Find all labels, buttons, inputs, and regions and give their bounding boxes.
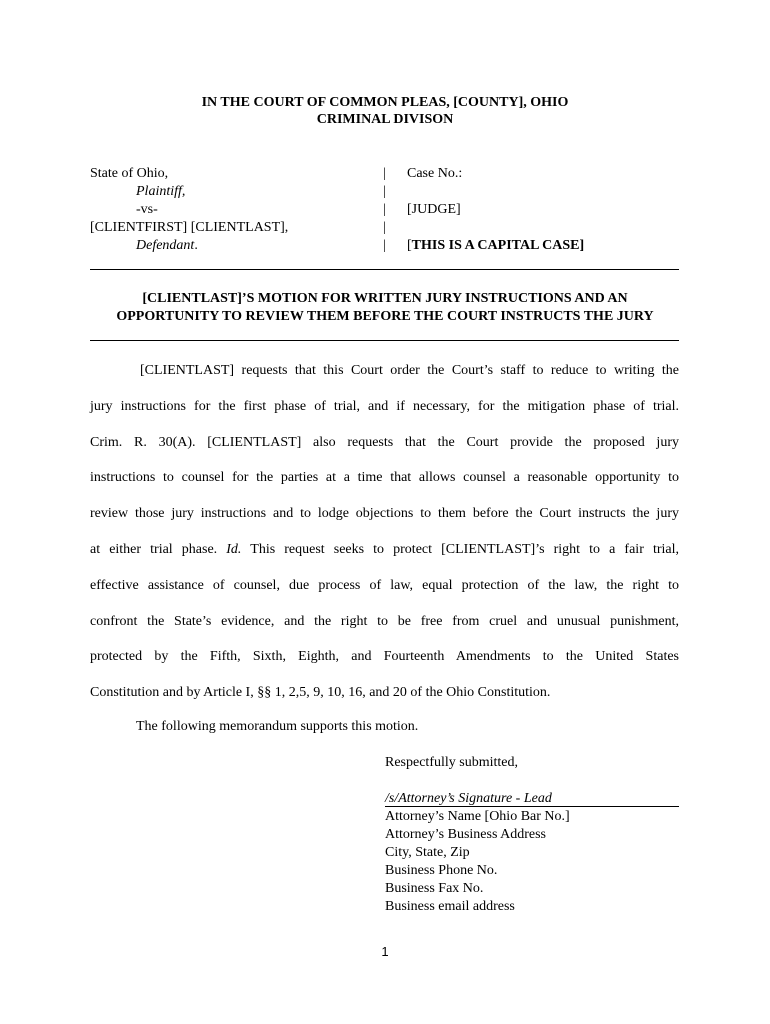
- closing: Respectfully submitted,: [385, 755, 518, 770]
- plaintiff-role: Plaintiff,: [136, 184, 186, 199]
- defendant-role: Defendant: [136, 238, 195, 253]
- attorney-fax: Business Fax No.: [385, 881, 484, 896]
- capital-case-notice: [THIS IS A CAPITAL CASE]: [407, 238, 585, 253]
- motion-body: [90, 362, 679, 720]
- versus: -vs-: [136, 202, 158, 217]
- judge-name: [JUDGE]: [407, 202, 461, 217]
- signature-line: /s/Attorney’s Signature - Lead: [385, 790, 679, 807]
- body-line: Crim. R. 30(A). [CLIENTLAST] also requests that the Court provide the proposed jury: [90, 434, 679, 450]
- body-line: review those jury instructions and to lodge objections to them before the Court instructs the jury: [90, 506, 679, 522]
- body-line: confront the State’s evidence, and the right to be free from cruel and unusual punishment,: [90, 613, 679, 629]
- court-division: CRIMINAL DIVISON: [316, 112, 454, 127]
- body-line: [CLIENTLAST] requests that this Court order the Court’s staff to reduce to writing the: [140, 363, 679, 378]
- case-caption-left: State of Ohio, Plaintiff, -vs- [CLIENTFIRST] [CLIENTLAST], Defendant.: [90, 166, 289, 253]
- id-citation: Id.: [226, 541, 242, 557]
- attorney-phone: Business Phone No.: [385, 863, 498, 878]
- defendant-name: [CLIENTFIRST] [CLIENTLAST],: [90, 220, 289, 235]
- body-line: instructions to counsel for the parties at a time that allows counsel a reasonable opportunity to: [90, 470, 679, 486]
- body-line: effective assistance of counsel, due process of law, equal protection of the law, the right to: [90, 577, 679, 593]
- page-number: 1: [381, 944, 389, 959]
- court-name: IN THE COURT OF COMMON PLEAS, [COUNTY], OHIO: [201, 95, 569, 110]
- case-number-label: Case No.:: [407, 166, 463, 181]
- case-caption-right: [407, 165, 584, 255]
- body-line: jury instructions for the first phase of trial, and if necessary, for the mitigation phase of trial.: [90, 398, 679, 414]
- caption-rule: [90, 269, 679, 270]
- body-line: at either trial phase. Id. This request seeks to protect [CLIENTLAST]’s right to a fair trial,: [90, 541, 679, 557]
- attorney-address: Attorney’s Business Address: [385, 827, 546, 842]
- title-rule: [90, 340, 679, 341]
- plaintiff-name: State of Ohio,: [90, 166, 169, 181]
- court-heading: [0, 94, 770, 128]
- attorney-city: City, State, Zip: [385, 845, 470, 860]
- motion-title: [CLIENTLAST]’S MOTION FOR WRITTEN JURY INSTRUCTIONS AND AN OPPORTUNITY TO REVIEW THEM BEFORE THE COURT INSTRUCTS THE JURY: [116, 291, 654, 324]
- attorney-block: [385, 808, 570, 916]
- body-line: Constitution and by Article I, §§ 1, 2,5, 9, 10, 16, and 20 of the Ohio Constitution.: [90, 685, 551, 701]
- caption-divider: | | | | |: [383, 166, 386, 253]
- attorney-email: Business email address: [385, 899, 515, 914]
- memorandum-note: The following memorandum supports this motion.: [136, 719, 419, 734]
- body-line: protected by the Fifth, Sixth, Eighth, and Fourteenth Amendments to the United States: [90, 649, 679, 665]
- attorney-name: Attorney’s Name [Ohio Bar No.]: [385, 809, 570, 824]
